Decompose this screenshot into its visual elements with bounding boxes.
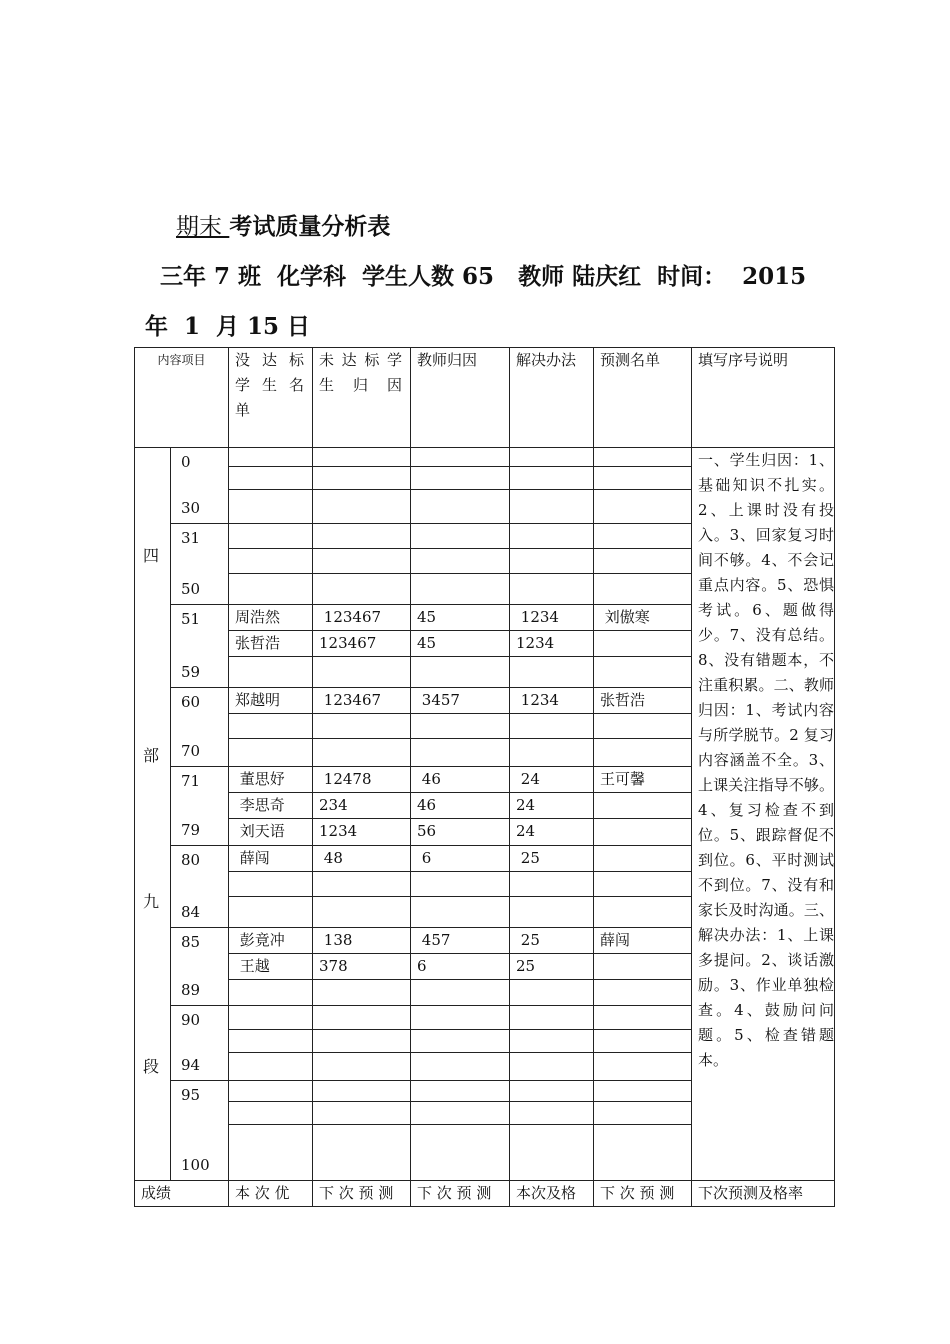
teacher-attribution: [411, 872, 510, 897]
solution: [510, 1102, 594, 1125]
footer-current-pass: 本次及格: [510, 1181, 594, 1207]
teacher-attribution: 45: [411, 631, 510, 657]
teacher-attribution: 6: [411, 954, 510, 980]
solution: 24: [510, 793, 594, 819]
prediction-name: [594, 954, 692, 980]
footer-grade: 成绩: [135, 1181, 229, 1207]
student-attribution: 123467: [313, 631, 411, 657]
prediction-name: [594, 872, 692, 897]
student-attribution: 48: [313, 846, 411, 872]
teacher-attribution: 46: [411, 793, 510, 819]
solution: 1234: [510, 688, 594, 714]
student-name: [229, 448, 313, 467]
score-range: [171, 688, 229, 767]
header-prediction-list: 预测名单: [594, 348, 692, 448]
range-low: 85: [181, 933, 201, 951]
range-high: 59: [181, 663, 201, 681]
score-range: [171, 846, 229, 928]
student-attribution: 12478: [313, 767, 411, 793]
segment-label-char: 段: [143, 1057, 160, 1076]
student-attribution: [313, 897, 411, 928]
teacher-attribution: [411, 1081, 510, 1102]
teacher-attribution: 46: [411, 767, 510, 793]
prediction-name: [594, 467, 692, 490]
range-high: 30: [181, 499, 201, 517]
range-low: 51: [181, 610, 201, 628]
score-range: [171, 605, 229, 688]
solution: 24: [510, 819, 594, 846]
teacher-attribution: [411, 1125, 510, 1181]
solution: [510, 980, 594, 1006]
solution: [510, 549, 594, 574]
prediction-name: [594, 490, 692, 524]
range-high: 70: [181, 742, 201, 760]
range-low: 80: [181, 851, 201, 869]
teacher-attribution: [411, 467, 510, 490]
page-title: [176, 208, 390, 241]
student-name: [229, 1053, 313, 1081]
teacher-attribution: [411, 980, 510, 1006]
prediction-name: [594, 549, 692, 574]
student-attribution: [313, 1006, 411, 1030]
title-text: 考试质量分析表: [229, 213, 391, 240]
teacher-attribution: [411, 897, 510, 928]
teacher-attribution: [411, 1006, 510, 1030]
student-name: 彭竟冲: [229, 928, 313, 954]
student-attribution: [313, 714, 411, 739]
student-name: [229, 714, 313, 739]
prediction-name: [594, 448, 692, 467]
student-name: [229, 490, 313, 524]
prediction-name: [594, 897, 692, 928]
prediction-name: [594, 657, 692, 688]
prediction-name: [594, 1125, 692, 1181]
student-attribution: [313, 657, 411, 688]
student-attribution: 123467: [313, 688, 411, 714]
teacher-attribution: 56: [411, 819, 510, 846]
student-attribution: [313, 1102, 411, 1125]
score-range: [171, 448, 229, 524]
student-name: 郑越明: [229, 688, 313, 714]
prediction-name: [594, 980, 692, 1006]
student-attribution: [313, 739, 411, 767]
solution: [510, 448, 594, 467]
subtitle-line-2: 年 1 月 15 日: [145, 313, 311, 340]
score-range: [171, 928, 229, 1006]
prediction-name: 王可馨: [594, 767, 692, 793]
range-low: 90: [181, 1011, 201, 1029]
footer-next-prediction: 下 次 预 测: [411, 1181, 510, 1207]
teacher-attribution: [411, 490, 510, 524]
range-high: 100: [181, 1156, 210, 1174]
student-name: 刘天语: [229, 819, 313, 846]
student-name: [229, 549, 313, 574]
solution: [510, 1030, 594, 1053]
solution: [510, 1053, 594, 1081]
footer-next-prediction: 下 次 预 测: [594, 1181, 692, 1207]
header-student-attribution: 未 达 标 学 生归因: [313, 348, 411, 448]
range-low: 0: [181, 453, 191, 471]
student-name: 薛闯: [229, 846, 313, 872]
footer-row: [135, 1181, 835, 1207]
score-range: [171, 1006, 229, 1081]
student-attribution: [313, 467, 411, 490]
prediction-name: [594, 714, 692, 739]
solution: [510, 1125, 594, 1181]
teacher-attribution: [411, 524, 510, 549]
score-range: [171, 1081, 229, 1181]
student-attribution: 123467: [313, 605, 411, 631]
student-attribution: [313, 549, 411, 574]
solution: [510, 490, 594, 524]
prediction-name: 薛闯: [594, 928, 692, 954]
student-attribution: [313, 524, 411, 549]
solution: [510, 574, 594, 605]
student-name: [229, 467, 313, 490]
segment-label-char: 四: [143, 546, 160, 565]
student-attribution: [313, 448, 411, 467]
solution: [510, 657, 594, 688]
header-solution: 解决办法: [510, 348, 594, 448]
student-name: [229, 980, 313, 1006]
teacher-attribution: [411, 549, 510, 574]
solution: [510, 714, 594, 739]
teacher-attribution: [411, 1102, 510, 1125]
student-name: [229, 897, 313, 928]
solution: [510, 872, 594, 897]
footer-next-pass-rate: 下次预测及格率: [692, 1181, 835, 1207]
range-low: 71: [181, 772, 201, 790]
range-low: 31: [181, 529, 201, 547]
score-range: [171, 524, 229, 605]
student-name: 李思奇: [229, 793, 313, 819]
prediction-name: [594, 846, 692, 872]
student-name: 董思妤: [229, 767, 313, 793]
segment-label-cell: [135, 448, 171, 1181]
student-name: 周浩然: [229, 605, 313, 631]
range-low: 95: [181, 1086, 201, 1104]
student-attribution: [313, 1081, 411, 1102]
solution: 1234: [510, 605, 594, 631]
header-unqualified-students: 没 达 标 学 生 名 单: [229, 348, 313, 448]
student-name: 张哲浩: [229, 631, 313, 657]
range-low: 60: [181, 693, 201, 711]
prediction-name: [594, 1053, 692, 1081]
range-high: 89: [181, 981, 201, 999]
table-row: [135, 448, 835, 467]
range-high: 50: [181, 580, 201, 598]
header-row: [135, 348, 835, 448]
score-range: [171, 767, 229, 846]
segment-label-char: 部: [143, 746, 160, 765]
footer-current-excellent: 本 次 优: [229, 1181, 313, 1207]
solution: [510, 739, 594, 767]
student-name: [229, 1125, 313, 1181]
solution: 25: [510, 846, 594, 872]
prediction-name: 张哲浩: [594, 688, 692, 714]
student-attribution: [313, 1125, 411, 1181]
prediction-name: [594, 793, 692, 819]
prediction-name: 刘傲寒: [594, 605, 692, 631]
footer-next-prediction: 下 次 预 测: [313, 1181, 411, 1207]
solution: [510, 467, 594, 490]
student-name: [229, 657, 313, 688]
solution: [510, 1081, 594, 1102]
solution: 1234: [510, 631, 594, 657]
teacher-attribution: 457: [411, 928, 510, 954]
prediction-name: [594, 1102, 692, 1125]
student-attribution: [313, 490, 411, 524]
solution: 24: [510, 767, 594, 793]
student-name: [229, 872, 313, 897]
teacher-attribution: [411, 448, 510, 467]
student-attribution: 378: [313, 954, 411, 980]
teacher-attribution: [411, 657, 510, 688]
student-attribution: 138: [313, 928, 411, 954]
header-item: 内容项目: [135, 348, 229, 448]
range-high: 79: [181, 821, 201, 839]
teacher-attribution: [411, 714, 510, 739]
student-name: [229, 1030, 313, 1053]
teacher-attribution: [411, 1053, 510, 1081]
prediction-name: [594, 1030, 692, 1053]
range-high: 84: [181, 903, 201, 921]
segment-label-char: 九: [143, 892, 160, 911]
student-name: [229, 524, 313, 549]
student-name: [229, 574, 313, 605]
teacher-attribution: [411, 739, 510, 767]
student-attribution: [313, 980, 411, 1006]
teacher-attribution: 6: [411, 846, 510, 872]
student-attribution: [313, 574, 411, 605]
student-name: [229, 1081, 313, 1102]
solution: [510, 524, 594, 549]
prediction-name: [594, 819, 692, 846]
student-name: [229, 739, 313, 767]
student-attribution: [313, 1030, 411, 1053]
header-note-explanation: 填写序号说明: [692, 348, 835, 448]
range-high: 94: [181, 1056, 201, 1074]
solution: [510, 897, 594, 928]
prediction-name: [594, 524, 692, 549]
teacher-attribution: [411, 1030, 510, 1053]
exam-type: 期末: [176, 214, 230, 240]
analysis-table: [134, 347, 835, 1207]
student-attribution: 234: [313, 793, 411, 819]
prediction-name: [594, 1006, 692, 1030]
solution: [510, 1006, 594, 1030]
prediction-name: [594, 574, 692, 605]
header-teacher-attribution: 教师归因: [411, 348, 510, 448]
teacher-attribution: 45: [411, 605, 510, 631]
student-attribution: [313, 872, 411, 897]
student-name: [229, 1102, 313, 1125]
note-explanation: 一、学生归因：1、基础知识不扎实。2、上课时没有投入。3、回家复习时间不够。4、不会记重点内容。5、恐惧考试。6、题做得少。7、没有总结。8、没有错题本，不注重积累。二、教师归因：1、考试内容与所学脱节。2 复习内容涵盖不全。3、上课关注指导不够。4、复习检查不到位。5、跟踪督促不到位。6、平时测试不到位。7、没有和家长及时沟通。三、解决办法：1、上课多提问。2、谈话激励。3、作业单独检查。4、鼓励问问题。5、检查错题本。: [692, 448, 835, 1181]
student-attribution: 1234: [313, 819, 411, 846]
teacher-attribution: 3457: [411, 688, 510, 714]
student-name: [229, 1006, 313, 1030]
solution: 25: [510, 954, 594, 980]
solution: 25: [510, 928, 594, 954]
subtitle-line-1: 三年 7 班 化学科 学生人数 65 教师 陆庆红 时间： 2015: [160, 263, 807, 290]
teacher-attribution: [411, 574, 510, 605]
student-attribution: [313, 1053, 411, 1081]
student-name: 王越: [229, 954, 313, 980]
prediction-name: [594, 739, 692, 767]
prediction-name: [594, 631, 692, 657]
prediction-name: [594, 1081, 692, 1102]
